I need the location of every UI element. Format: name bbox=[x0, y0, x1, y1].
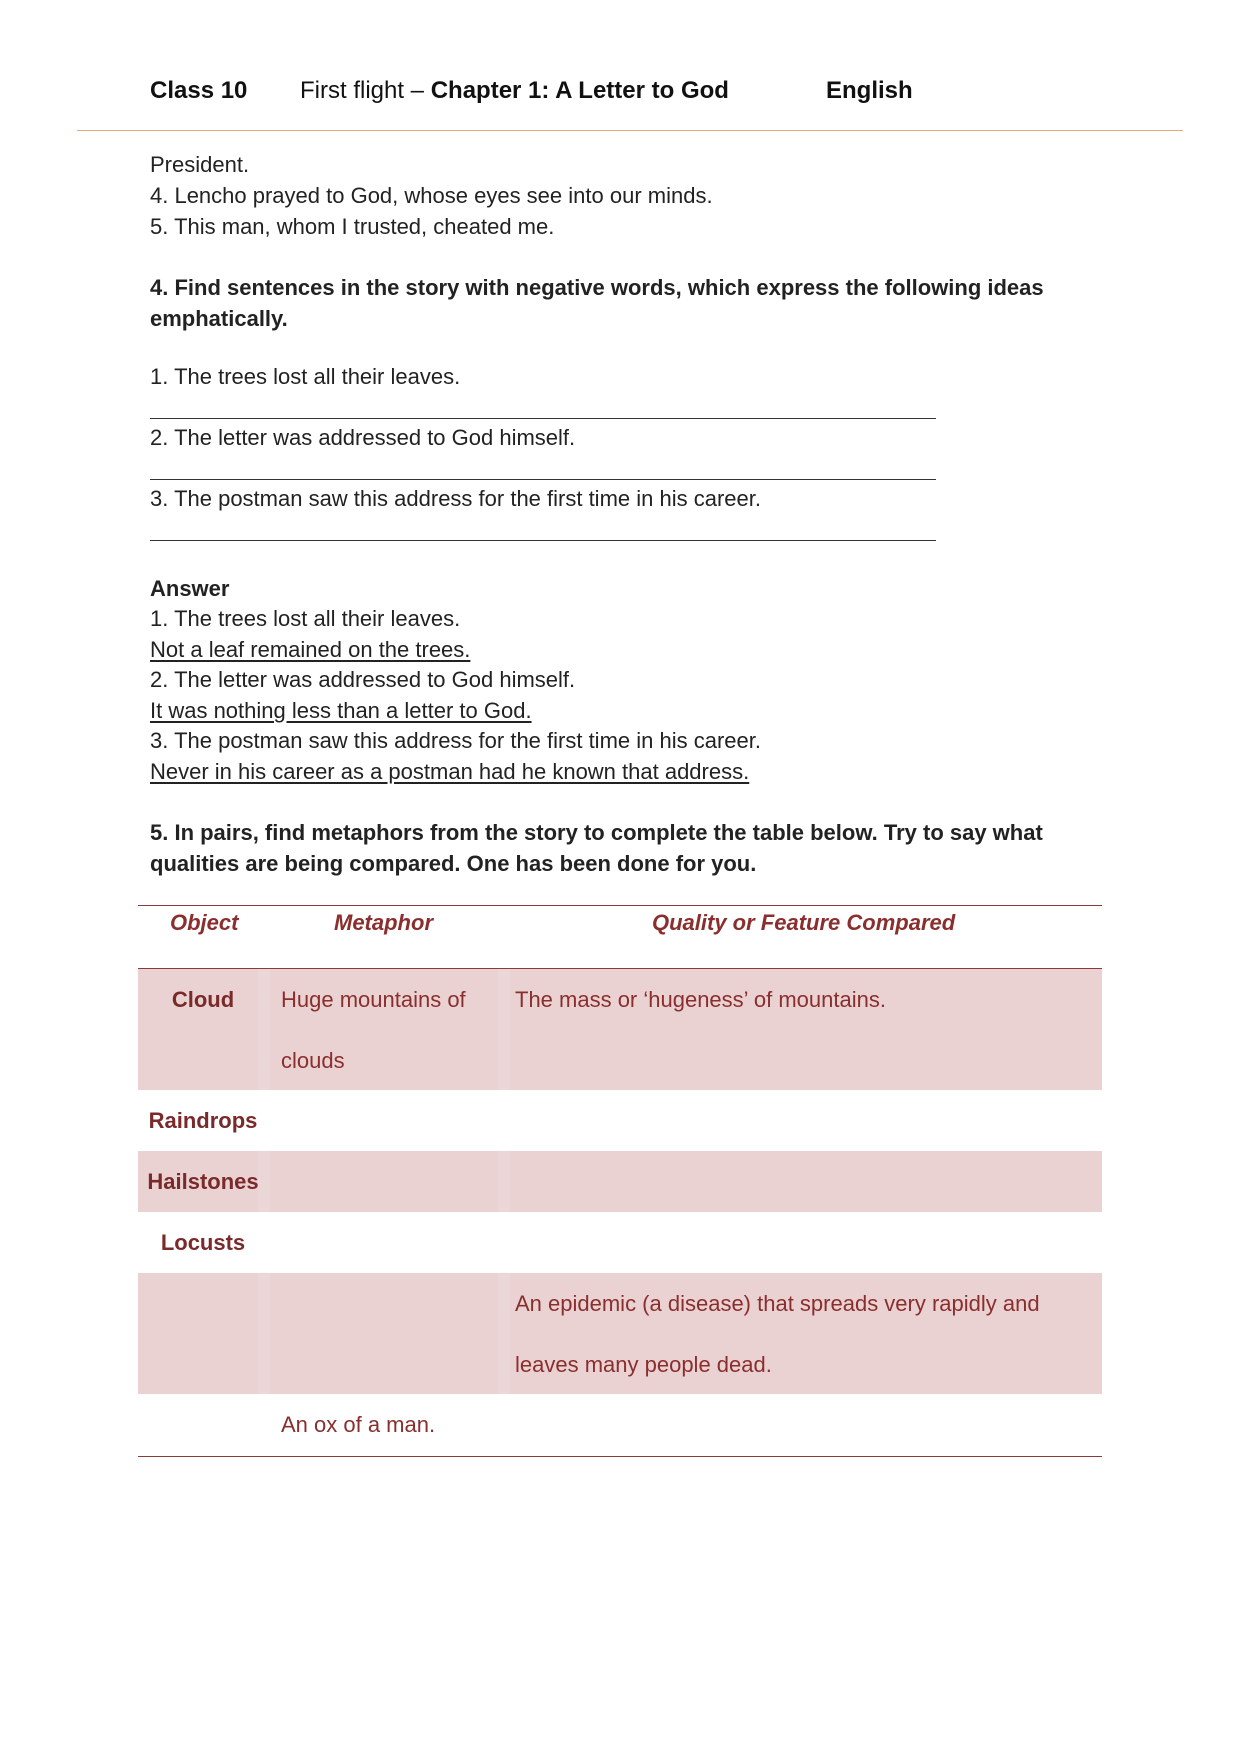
header-divider bbox=[77, 130, 1183, 131]
table-row bbox=[138, 1151, 1102, 1212]
table-top-rule bbox=[138, 905, 1102, 906]
answer-line-underlined: Never in his career as a postman had he known that address. bbox=[150, 759, 750, 784]
question-heading-line: emphatically. bbox=[150, 306, 288, 331]
answer-line-underlined: It was nothing less than a letter to God. bbox=[150, 698, 532, 723]
question-5-heading bbox=[150, 817, 1070, 879]
column-header-quality: Quality or Feature Compared bbox=[652, 910, 956, 935]
class-label: Class 10 bbox=[150, 77, 248, 104]
question-item: 2. The letter was addressed to God himself. bbox=[150, 425, 576, 450]
answer-blank-line bbox=[150, 418, 936, 419]
row-object: Cloud bbox=[171, 987, 235, 1012]
answer-blank-line bbox=[150, 479, 936, 480]
row-object: Hailstones bbox=[147, 1169, 259, 1194]
table-row bbox=[138, 1273, 1102, 1394]
question-item: 1. The trees lost all their leaves. bbox=[150, 364, 461, 389]
answer-label: Answer bbox=[150, 576, 230, 601]
row-quality: The mass or ‘hugeness’ of mountains. bbox=[515, 987, 886, 1012]
table-row bbox=[138, 1394, 1102, 1455]
row-object: Raindrops bbox=[148, 1108, 258, 1133]
table-row bbox=[138, 1212, 1102, 1273]
row-metaphor: An ox of a man. bbox=[281, 1412, 436, 1437]
question-item: 3. The postman saw this address for the first time in his career. bbox=[150, 486, 761, 511]
answer-blank-line bbox=[150, 540, 936, 541]
row-quality: An epidemic (a disease) that spreads very rapidly and bbox=[515, 1291, 1040, 1316]
book-chapter-title bbox=[300, 76, 729, 106]
row-metaphor: Huge mountains of bbox=[281, 987, 466, 1012]
question-heading-line: qualities are being compared. One has been done for you. bbox=[150, 851, 757, 876]
subject-label: English bbox=[826, 77, 913, 104]
answer-line: 2. The letter was addressed to God himself. bbox=[150, 667, 576, 692]
answer-line-underlined: Not a leaf remained on the trees. bbox=[150, 637, 471, 662]
table-row bbox=[138, 969, 1102, 1090]
row-quality-cont: leaves many people dead. bbox=[515, 1352, 772, 1377]
chapter-title: Chapter 1: A Letter to God bbox=[430, 77, 729, 104]
column-header-object: Object bbox=[170, 910, 239, 935]
answer-line: 1. The trees lost all their leaves. bbox=[150, 606, 461, 631]
row-object: Locusts bbox=[160, 1230, 246, 1255]
question-heading-line: 4. Find sentences in the story with negative words, which express the following ideas bbox=[150, 275, 1044, 300]
book-name: First flight – bbox=[300, 77, 431, 104]
row-metaphor-cont: clouds bbox=[281, 1048, 345, 1073]
text-line: 5. This man, whom I trusted, cheated me. bbox=[150, 214, 555, 239]
table-bottom-rule bbox=[138, 1456, 1102, 1457]
column-header-metaphor: Metaphor bbox=[334, 910, 433, 935]
text-line: 4. Lencho prayed to God, whose eyes see into our minds. bbox=[150, 183, 713, 208]
question-4-heading bbox=[150, 272, 1070, 334]
table-row bbox=[138, 1090, 1102, 1151]
question-heading-line: 5. In pairs, find metaphors from the story to complete the table below. Try to say what bbox=[150, 820, 1043, 845]
text-line: President. bbox=[150, 152, 250, 177]
answer-line: 3. The postman saw this address for the first time in his career. bbox=[150, 728, 761, 753]
